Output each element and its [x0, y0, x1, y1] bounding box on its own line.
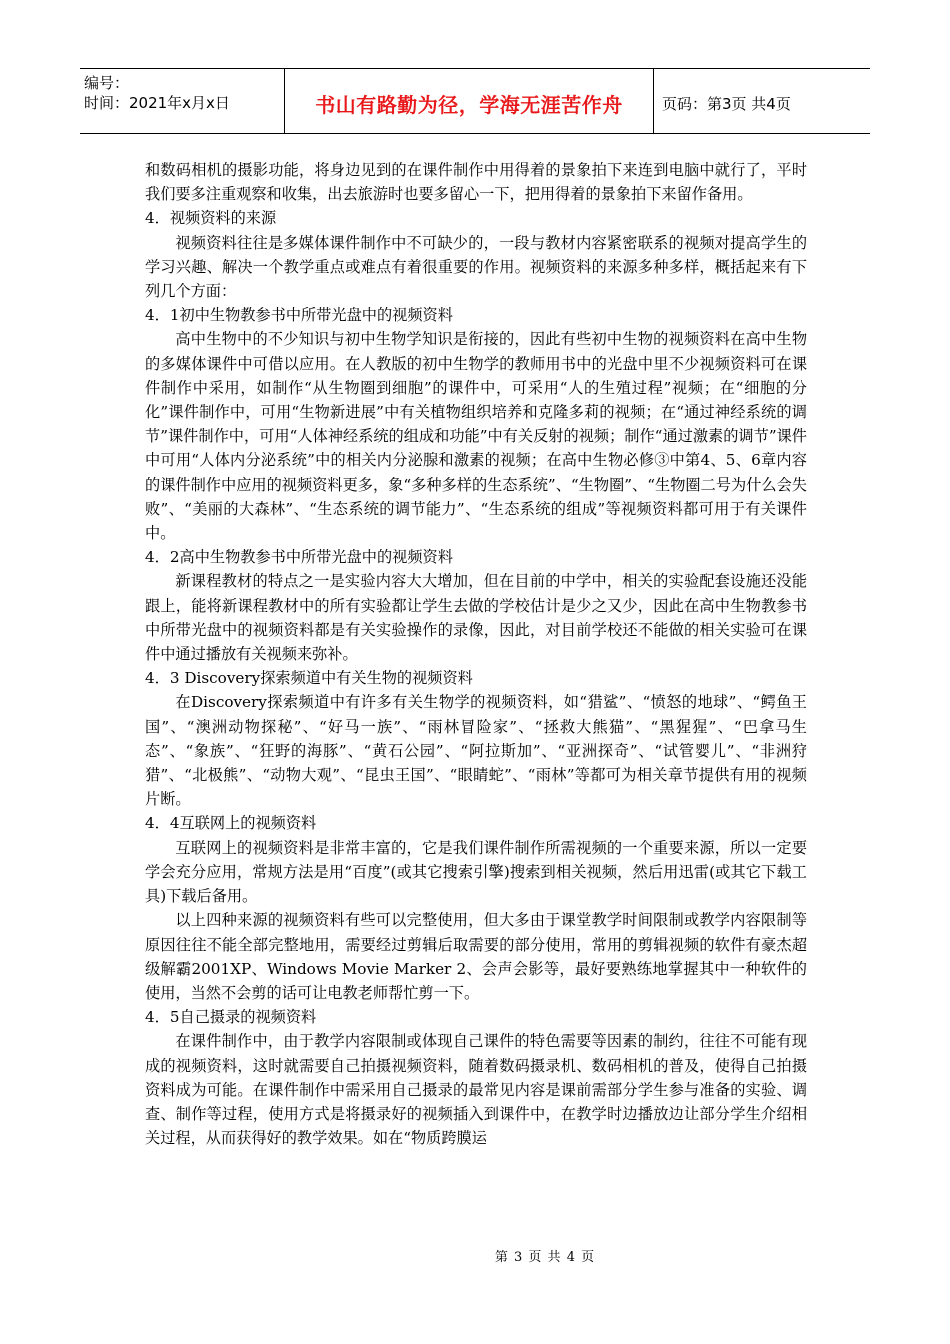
header-meta	[80, 69, 284, 133]
paragraph-4: 视频资料往往是多媒体课件制作中不可缺少的，一段与教材内容紧密联系的视频对提高学生的学习兴趣、解决一个教学重点或难点有着很重要的作用。视频资料的来源多种多样，概括起来有下列几个方面：	[145, 233, 807, 301]
document-number-label: 编号：	[84, 74, 130, 92]
section-heading-4: 4．视频资料的来源	[145, 209, 277, 228]
section-heading-4-5: 4．5自己摄录的视频资料	[145, 1008, 317, 1027]
page-footer	[0, 1246, 950, 1265]
paragraph-continued: 和数码相机的摄影功能，将身边见到的在课件制作中用得着的景象拍下来连到电脑中就行了，平时我们要多注重观察和收集，出去旅游时也要多留心一下，把用得着的景象拍下来留作备用。	[145, 161, 807, 204]
section-heading-4-1: 4．1初中生物教参书中所带光盘中的视频资料	[145, 306, 453, 325]
header-page-cell	[654, 69, 870, 133]
section-heading-4-3: 4．3 Discovery探索频道中有关生物的视频资料	[145, 669, 473, 688]
section-heading-4-4: 4．4互联网上的视频资料	[145, 814, 317, 833]
paragraph-4-3: 在Discovery探索频道中有许多有关生物学的视频资料，如“猎鲨”、“愤怒的地球”、“鳄鱼王国”、“澳洲动物探秘”、“好马一族”、“雨林冒险家”、“拯救大熊猫”、“黑猩猩”、“巴拿马生态”、“象族”、“狂野的海豚”、“黄石公园”、“阿拉斯加”、“亚洲探奇”、“试管婴儿”、“非洲狩猎”、“北极熊”、“动物大观”、“昆虫王国”、“眼睛蛇”、“雨林”等都可为相关章节提供有用的视频片断。	[145, 693, 807, 809]
page-header	[80, 68, 870, 134]
paragraph-4-1: 高中生物中的不少知识与初中生物学知识是衔接的，因此有些初中生物的视频资料在高中生物的多媒体课件中可借以应用。在人教版的初中生物学的教师用书中的光盘中里不少视频资料可在课件制作中采用，如制作“从生物圈到细胞”的课件中，可采用“人的生殖过程”视频；在“细胞的分化”课件制作中，可用“生物新进展”中有关植物组织培养和克隆多莉的视频；在“通过神经系统的调节”课件制作中，可用“人体神经系统的组成和功能”中有关反射的视频；制作“通过激素的调节”课件中可用“人体内分泌系统”中的相关内分泌腺和激素的视频；在高中生物必修③中第4、5、6章内容的课件制作中应用的视频资料更多，象“多种多样的生态系统”、“生物圈”、“生物圈二号为什么会失败”、“美丽的大森林”、“生态系统的调节能力”、“生态系统的组成”等视频资料都可用于有关课件中。	[145, 330, 807, 543]
paragraph-4-5: 在课件制作中，由于教学内容限制或体现自己课件的特色需要等因素的制约，往往不可能有现成的视频资料，这时就需要自己拍摄视频资料，随着数码摄录机、数码相机的普及，使得自己拍摄资料成为可能。在课件制作中需采用自己摄录的最常见内容是课前需部分学生参与准备的实验、调查、制作等过程，使用方式是将摄录好的视频插入到课件中，在教学时边播放边让部分学生介绍相关过程，从而获得好的教学效果。如在“物质跨膜运	[145, 1032, 807, 1148]
paragraph-4-4-summary: 以上四种来源的视频资料有些可以完整使用，但大多由于课堂教学时间限制或教学内容限制等原因往往不能全部完整地用，需要经过剪辑后取需要的部分使用，常用的剪辑视频的软件有豪杰超级解霸2001XP、Windows Movie Marker 2、会声会影等，最好要熟练地掌握其中一种软件的使用，当然不会剪的话可让电教老师帮忙剪一下。	[145, 911, 807, 1002]
document-body	[145, 158, 807, 1150]
section-heading-4-2: 4．2高中生物教参书中所带光盘中的视频资料	[145, 548, 453, 567]
paragraph-4-2: 新课程教材的特点之一是实验内容大大增加，但在目前的中学中，相关的实验配套设施还没能跟上，能将新课程教材中的所有实验都让学生去做的学校估计是少之又少，因此在高中生物教参书中所带光盘中的视频资料都是有关实验操作的录像，因此，对目前学校还不能做的相关实验可在课件中通过播放有关视频来弥补。	[145, 572, 807, 664]
footer-page-number: 第 3 页 共 4 页	[494, 1250, 596, 1265]
header-motto: 书山有路勤为径，学海无涯苦作舟	[315, 92, 623, 117]
document-date-label: 时间：2021年x月x日	[84, 94, 230, 112]
paragraph-4-4: 互联网上的视频资料是非常丰富的，它是我们课件制作所需视频的一个重要来源，所以一定要学会充分应用，常规方法是用“百度”(或其它搜索引擎)搜索到相关视频，然后用迅雷(或其它下载工具)下载后备用。	[145, 838, 807, 906]
header-motto-cell	[284, 69, 654, 133]
header-page-number: 页码：第3页 共4页	[662, 94, 791, 113]
